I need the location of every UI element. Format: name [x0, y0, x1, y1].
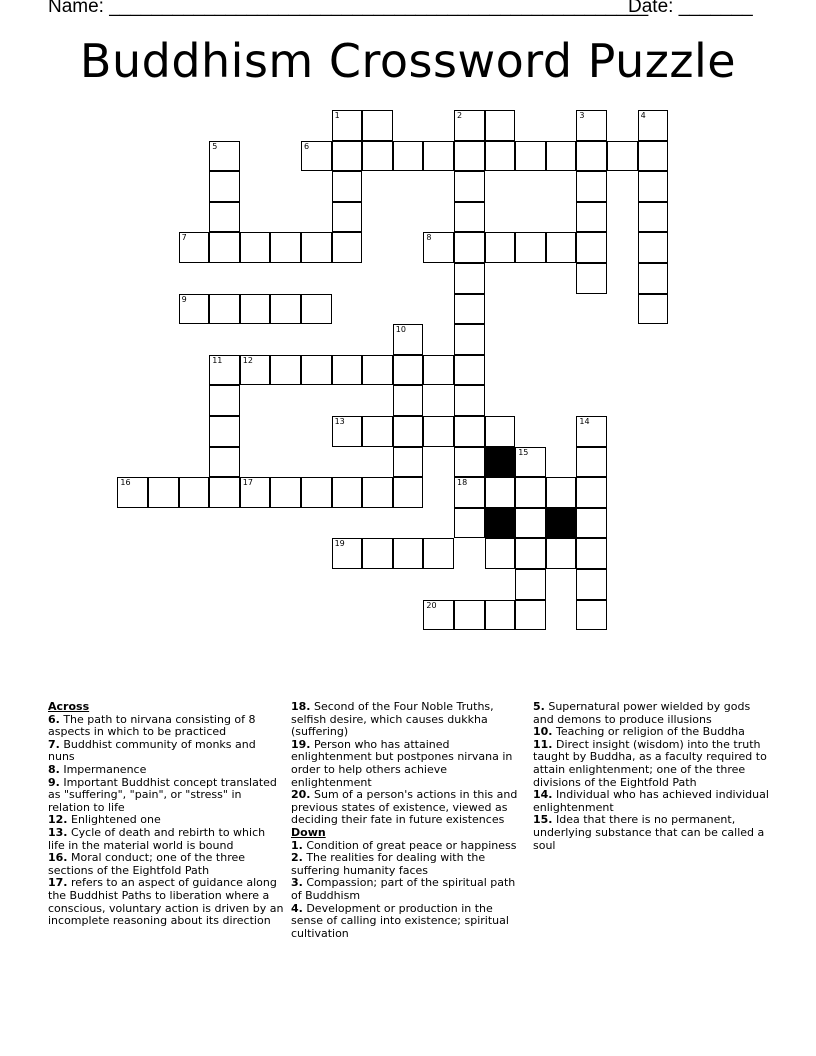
grid-cell[interactable] — [485, 477, 516, 508]
clue-item-text: Person who has attained enlightenment but postpones nirvana in order to help others achieve enlightenment — [291, 737, 513, 789]
grid-cell[interactable] — [270, 355, 301, 386]
grid-cell[interactable] — [515, 141, 546, 172]
grid-cell[interactable] — [485, 416, 516, 447]
clue-item-text: Sum of a person's actions in this and previous states of existence, viewed as deciding their fate in future existences — [291, 788, 518, 827]
clue-item — [291, 701, 523, 739]
grid-cell[interactable] — [393, 385, 424, 416]
clue-item-number: 17. — [48, 876, 68, 890]
down-clue-list — [291, 840, 523, 941]
grid-cell[interactable] — [576, 232, 607, 263]
grid-cell[interactable] — [423, 141, 454, 172]
clue-item-number: 6. — [48, 712, 60, 726]
clue-number: 14 — [579, 417, 590, 426]
grid-cell[interactable] — [515, 447, 546, 478]
grid-cell[interactable] — [209, 202, 240, 233]
grid-cell[interactable] — [179, 477, 210, 508]
grid-cell[interactable] — [576, 141, 607, 172]
grid-cell[interactable] — [454, 447, 485, 478]
grid-cell[interactable] — [301, 294, 332, 325]
grid-cell[interactable] — [546, 232, 577, 263]
clue-number: 16 — [120, 478, 131, 488]
clue-number: 7 — [181, 233, 187, 243]
grid-cell[interactable] — [454, 202, 485, 233]
grid-cell[interactable] — [454, 600, 485, 631]
clue-item — [48, 877, 284, 927]
down-clue-list-continued — [533, 701, 769, 852]
grid-cell[interactable] — [301, 232, 332, 263]
clue-number: 2 — [457, 111, 463, 120]
clue-item-text: Idea that there is no permanent, underlying substance that can be called a soul — [533, 813, 765, 852]
grid-cell[interactable] — [576, 600, 607, 631]
grid-cell[interactable] — [393, 447, 424, 478]
grid-cell[interactable] — [638, 232, 669, 263]
clue-item-text: Individual who has achieved individual enlightenment — [533, 788, 769, 814]
grid-cell[interactable] — [515, 508, 546, 539]
clue-number: 4 — [640, 111, 646, 120]
clues-column-2 — [291, 701, 523, 940]
clue-number: 5 — [212, 141, 218, 151]
clues-column-1 — [48, 701, 284, 928]
grid-cell[interactable] — [270, 232, 301, 263]
clue-item — [291, 739, 523, 789]
grid-cell[interactable] — [423, 355, 454, 386]
grid-cell[interactable] — [362, 355, 393, 386]
clue-item-text: Compassion; part of the spiritual path of Buddhism — [291, 876, 516, 902]
name-field[interactable]: Name: ___________________________________________________ — [48, 0, 649, 17]
grid-cell[interactable] — [454, 171, 485, 202]
grid-cell[interactable] — [515, 232, 546, 263]
clue-item — [291, 789, 523, 827]
clues-column-3 — [533, 701, 769, 852]
grid-cell[interactable] — [638, 110, 669, 141]
grid-cell[interactable] — [485, 110, 516, 141]
clue-number: 17 — [242, 478, 253, 488]
grid-cell[interactable] — [393, 538, 424, 569]
black-square — [546, 508, 577, 539]
clue-item — [291, 903, 523, 941]
grid-cell[interactable] — [485, 538, 516, 569]
grid-cell[interactable] — [148, 477, 179, 508]
grid-cell[interactable] — [515, 538, 546, 569]
grid-cell[interactable] — [423, 538, 454, 569]
clue-item — [48, 739, 284, 764]
grid-cell[interactable] — [332, 141, 363, 172]
grid-cell[interactable] — [454, 324, 485, 355]
grid-cell[interactable] — [393, 416, 424, 447]
clue-item-text: Condition of great peace or happiness — [302, 838, 517, 852]
grid-cell[interactable] — [576, 416, 607, 447]
clue-number: 9 — [181, 294, 187, 304]
grid-cell[interactable] — [638, 141, 669, 172]
grid-cell[interactable] — [332, 232, 363, 263]
grid-cell[interactable] — [209, 141, 240, 172]
across-clue-list-continued — [291, 701, 523, 827]
clue-item-number: 7. — [48, 737, 60, 751]
grid-cell[interactable] — [332, 477, 363, 508]
clue-item-number: 11. — [533, 737, 553, 751]
grid-cell[interactable] — [576, 538, 607, 569]
black-square — [485, 508, 516, 539]
grid-cell[interactable] — [638, 202, 669, 233]
grid-cell[interactable] — [454, 141, 485, 172]
grid-cell[interactable] — [454, 508, 485, 539]
clue-item — [48, 827, 284, 852]
clue-item-text: Impermanence — [59, 762, 147, 776]
grid-cell[interactable] — [393, 324, 424, 355]
clue-item-text: The path to nirvana consisting of 8 aspects in which to be practiced — [48, 712, 256, 739]
grid-cell[interactable] — [576, 202, 607, 233]
clue-number: 1 — [334, 111, 340, 120]
clue-item-text: Development or production in the sense of calling into existence; spiritual cultivation — [291, 901, 509, 940]
grid-cell[interactable] — [576, 508, 607, 539]
clue-item-number: 9. — [48, 775, 60, 789]
clue-item — [48, 852, 284, 877]
grid-cell[interactable] — [576, 569, 607, 600]
clue-item-number: 18. — [291, 700, 311, 713]
grid-cell[interactable] — [209, 294, 240, 325]
grid-cell[interactable] — [454, 294, 485, 325]
grid-cell[interactable] — [362, 416, 393, 447]
clue-item-text: Important Buddhist concept translated as "suffering", "pain", or "stress" in relation to life — [48, 775, 277, 814]
grid-cell[interactable] — [301, 141, 332, 172]
grid-cell[interactable] — [454, 416, 485, 447]
clue-item — [48, 714, 284, 739]
grid-cell[interactable] — [362, 538, 393, 569]
clue-item-number: 14. — [533, 788, 553, 802]
grid-cell[interactable] — [209, 171, 240, 202]
clue-item-number: 13. — [48, 825, 68, 839]
grid-cell[interactable] — [485, 141, 516, 172]
grid-cell[interactable] — [301, 477, 332, 508]
clue-item-number: 20. — [291, 788, 311, 802]
grid-cell[interactable] — [209, 355, 240, 386]
grid-cell[interactable] — [179, 232, 210, 263]
clue-item-text: Second of the Four Noble Truths, selfish desire, which causes dukkha (suffering) — [291, 700, 494, 739]
grid-cell[interactable] — [301, 355, 332, 386]
grid-cell[interactable] — [240, 355, 271, 386]
grid-cell[interactable] — [240, 294, 271, 325]
across-heading: Across — [48, 700, 90, 713]
clue-item — [533, 789, 769, 814]
grid-cell[interactable] — [209, 232, 240, 263]
grid-cell[interactable] — [209, 477, 240, 508]
clue-number: 13 — [334, 417, 345, 426]
grid-cell[interactable] — [454, 232, 485, 263]
grid-cell[interactable] — [607, 141, 638, 172]
clue-item-text: Teaching or religion of the Buddha — [552, 725, 745, 739]
clue-item-text: Direct insight (wisdom) into the truth taught by Buddha, as a faculty required to attain enlightenment; one of the three divisions of the Eightfold Path — [533, 737, 767, 789]
grid-cell[interactable] — [454, 263, 485, 294]
clue-number: 11 — [212, 355, 223, 365]
grid-cell[interactable] — [332, 538, 363, 569]
grid-cell[interactable] — [485, 600, 516, 631]
clue-item-number: 5. — [533, 700, 545, 713]
clue-item-number: 10. — [533, 725, 553, 739]
clue-number: 10 — [395, 325, 406, 335]
clue-item-number: 4. — [291, 901, 303, 915]
grid-cell[interactable] — [515, 477, 546, 508]
grid-cell[interactable] — [423, 416, 454, 447]
clue-item — [291, 877, 523, 902]
grid-cell[interactable] — [576, 447, 607, 478]
grid-cell[interactable] — [423, 232, 454, 263]
clue-number: 12 — [242, 355, 253, 365]
grid-cell[interactable] — [454, 355, 485, 386]
clue-number: 8 — [426, 233, 432, 243]
grid-cell[interactable] — [240, 477, 271, 508]
clue-item-number: 8. — [48, 762, 60, 776]
grid-cell[interactable] — [332, 202, 363, 233]
grid-cell[interactable] — [362, 477, 393, 508]
grid-cell[interactable] — [240, 232, 271, 263]
clue-item-text: Cycle of death and rebirth to which life in the material world is bound — [48, 825, 266, 852]
clue-item-text: Supernatural power wielded by gods and demons to produce illusions — [533, 700, 751, 726]
down-heading: Down — [291, 825, 326, 839]
grid-cell[interactable] — [546, 477, 577, 508]
clue-item-number: 2. — [291, 851, 303, 865]
clue-number: 18 — [457, 478, 468, 488]
grid-cell[interactable] — [485, 232, 516, 263]
clue-item-number: 15. — [533, 813, 553, 827]
grid-cell[interactable] — [515, 600, 546, 631]
clue-number: 15 — [518, 447, 529, 457]
clue-item-number: 12. — [48, 813, 68, 827]
grid-cell[interactable] — [270, 294, 301, 325]
clue-item — [533, 739, 769, 789]
grid-cell[interactable] — [332, 171, 363, 202]
clue-number: 19 — [334, 539, 345, 549]
grid-cell[interactable] — [362, 141, 393, 172]
clue-item — [291, 852, 523, 877]
across-clue-list — [48, 714, 284, 928]
grid-cell[interactable] — [454, 477, 485, 508]
grid-cell[interactable] — [362, 110, 393, 141]
clue-item-number: 3. — [291, 876, 303, 890]
grid-cell[interactable] — [515, 569, 546, 600]
clue-item-number: 16. — [48, 851, 68, 865]
grid-cell[interactable] — [576, 110, 607, 141]
clue-item-text: Enlightened one — [67, 813, 161, 827]
clue-item-text: Moral conduct; one of the three sections of the Eightfold Path — [48, 851, 246, 877]
clue-item-number: 19. — [291, 737, 311, 751]
grid-cell[interactable] — [576, 171, 607, 202]
grid-cell[interactable] — [393, 477, 424, 508]
grid-cell[interactable] — [393, 355, 424, 386]
grid-cell[interactable] — [332, 110, 363, 141]
grid-cell[interactable] — [179, 294, 210, 325]
clue-number: 6 — [304, 141, 310, 151]
clue-number: 20 — [426, 600, 437, 610]
grid-cell[interactable] — [638, 171, 669, 202]
grid-cell[interactable] — [209, 385, 240, 416]
clue-item — [48, 777, 284, 815]
black-square — [485, 447, 516, 478]
grid-cell[interactable] — [423, 600, 454, 631]
clue-item — [533, 701, 769, 726]
grid-cell[interactable] — [638, 294, 669, 325]
grid-cell[interactable] — [546, 141, 577, 172]
grid-cell[interactable] — [454, 385, 485, 416]
date-field[interactable]: Date: _______ — [628, 0, 753, 17]
grid-cell[interactable] — [332, 416, 363, 447]
grid-cell[interactable] — [546, 538, 577, 569]
clue-item-text: refers to an aspect of guidance along the Buddhist Paths to liberation where a conscious, voluntary action is driven by an incomplete reasoning about its direction — [48, 876, 284, 928]
clue-item-number: 1. — [291, 838, 303, 852]
grid-cell[interactable] — [117, 477, 148, 508]
grid-cell[interactable] — [332, 355, 363, 386]
grid-cell[interactable] — [638, 263, 669, 294]
clue-item — [533, 814, 769, 852]
clue-number: 3 — [579, 111, 585, 120]
grid-cell[interactable] — [209, 447, 240, 478]
grid-cell[interactable] — [209, 416, 240, 447]
clue-item-text: The realities for dealing with the suffering humanity faces — [291, 851, 486, 877]
grid-cell[interactable] — [454, 110, 485, 141]
grid-cell[interactable] — [270, 477, 301, 508]
clue-item-text: Buddhist community of monks and nuns — [48, 737, 256, 764]
grid-cell[interactable] — [393, 141, 424, 172]
grid-cell[interactable] — [576, 477, 607, 508]
grid-cell[interactable] — [576, 263, 607, 294]
page-title: Buddhism Crossword Puzzle — [79, 34, 737, 88]
